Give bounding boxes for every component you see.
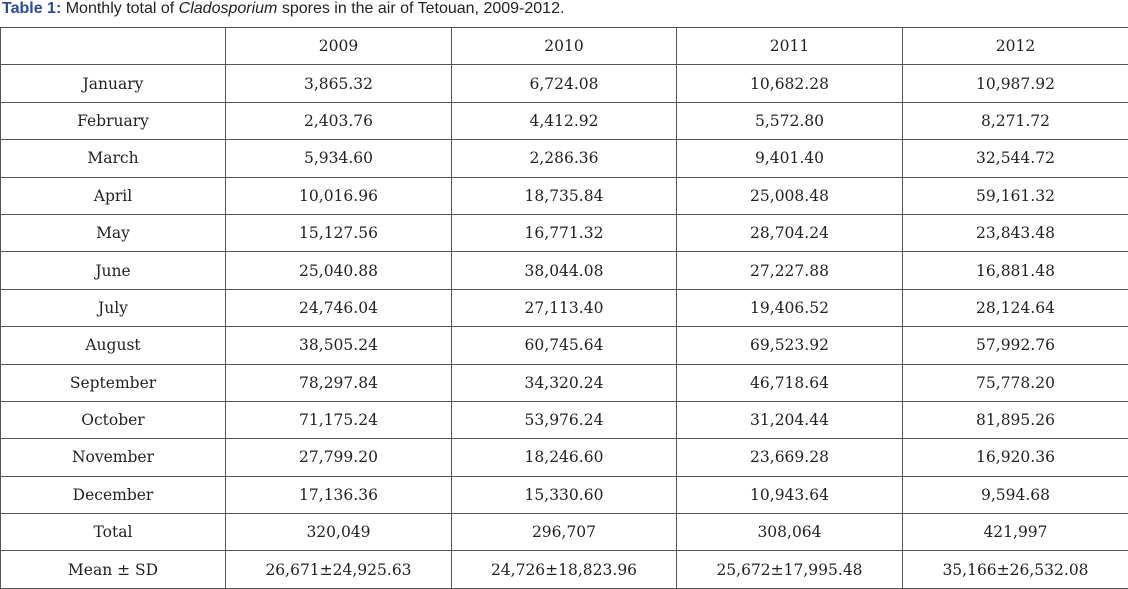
table-row <box>1 252 1128 289</box>
spore-table <box>0 27 1128 589</box>
value-cell: 10,987.92 <box>903 65 1128 102</box>
value-cell: 28,704.24 <box>677 214 903 251</box>
header-year-2011: 2011 <box>677 28 903 65</box>
caption-label: Table 1: <box>2 0 61 17</box>
value-cell: 81,895.26 <box>903 401 1128 438</box>
table-row <box>1 102 1128 139</box>
value-cell: 16,771.32 <box>452 214 677 251</box>
header-year-2010: 2010 <box>452 28 677 65</box>
table-row <box>1 439 1128 476</box>
value-cell: 16,881.48 <box>903 252 1128 289</box>
table-row <box>1 327 1128 364</box>
value-cell: 57,992.76 <box>903 327 1128 364</box>
value-cell: 27,227.88 <box>677 252 903 289</box>
value-cell: 32,544.72 <box>903 140 1128 177</box>
value-cell: 320,049 <box>226 514 452 551</box>
value-cell: 6,724.08 <box>452 65 677 102</box>
value-cell: 46,718.64 <box>677 364 903 401</box>
value-cell: 2,403.76 <box>226 102 452 139</box>
row-label-cell: Mean ± SD <box>1 551 226 588</box>
row-label-cell: September <box>1 364 226 401</box>
value-cell: 2,286.36 <box>452 140 677 177</box>
row-label-cell: November <box>1 439 226 476</box>
value-cell: 71,175.24 <box>226 401 452 438</box>
table-row <box>1 514 1128 551</box>
value-cell: 9,594.68 <box>903 476 1128 513</box>
value-cell: 26,671±24,925.63 <box>226 551 452 588</box>
table-row <box>1 401 1128 438</box>
caption-italic-genus: Cladosporium <box>179 0 278 17</box>
value-cell: 5,934.60 <box>226 140 452 177</box>
value-cell: 15,127.56 <box>226 214 452 251</box>
table-caption <box>2 0 564 20</box>
value-cell: 19,406.52 <box>677 289 903 326</box>
value-cell: 60,745.64 <box>452 327 677 364</box>
table-row <box>1 551 1128 588</box>
value-cell: 31,204.44 <box>677 401 903 438</box>
value-cell: 9,401.40 <box>677 140 903 177</box>
table-row <box>1 289 1128 326</box>
row-label-cell: Total <box>1 514 226 551</box>
value-cell: 10,016.96 <box>226 177 452 214</box>
value-cell: 78,297.84 <box>226 364 452 401</box>
value-cell: 69,523.92 <box>677 327 903 364</box>
value-cell: 53,976.24 <box>452 401 677 438</box>
table-row <box>1 214 1128 251</box>
value-cell: 28,124.64 <box>903 289 1128 326</box>
value-cell: 296,707 <box>452 514 677 551</box>
value-cell: 23,669.28 <box>677 439 903 476</box>
row-label-cell: May <box>1 214 226 251</box>
table-row <box>1 476 1128 513</box>
table-row <box>1 177 1128 214</box>
value-cell: 16,920.36 <box>903 439 1128 476</box>
value-cell: 25,040.88 <box>226 252 452 289</box>
value-cell: 34,320.24 <box>452 364 677 401</box>
value-cell: 421,997 <box>903 514 1128 551</box>
value-cell: 10,682.28 <box>677 65 903 102</box>
row-label-cell: April <box>1 177 226 214</box>
value-cell: 27,113.40 <box>452 289 677 326</box>
value-cell: 59,161.32 <box>903 177 1128 214</box>
caption-text-after: spores in the air of Tetouan, 2009-2012. <box>277 0 564 17</box>
row-label-cell: February <box>1 102 226 139</box>
value-cell: 15,330.60 <box>452 476 677 513</box>
value-cell: 4,412.92 <box>452 102 677 139</box>
value-cell: 24,726±18,823.96 <box>452 551 677 588</box>
table-row <box>1 364 1128 401</box>
row-label-cell: October <box>1 401 226 438</box>
value-cell: 25,672±17,995.48 <box>677 551 903 588</box>
value-cell: 10,943.64 <box>677 476 903 513</box>
header-year-2012: 2012 <box>903 28 1128 65</box>
value-cell: 38,044.08 <box>452 252 677 289</box>
row-label-cell: August <box>1 327 226 364</box>
value-cell: 35,166±26,532.08 <box>903 551 1128 588</box>
header-corner-cell <box>1 28 226 65</box>
row-label-cell: June <box>1 252 226 289</box>
value-cell: 25,008.48 <box>677 177 903 214</box>
value-cell: 75,778.20 <box>903 364 1128 401</box>
header-row <box>1 28 1128 65</box>
value-cell: 5,572.80 <box>677 102 903 139</box>
value-cell: 18,246.60 <box>452 439 677 476</box>
value-cell: 24,746.04 <box>226 289 452 326</box>
row-label-cell: July <box>1 289 226 326</box>
caption-text-before: Monthly total of <box>61 0 178 17</box>
row-label-cell: December <box>1 476 226 513</box>
value-cell: 27,799.20 <box>226 439 452 476</box>
value-cell: 17,136.36 <box>226 476 452 513</box>
row-label-cell: March <box>1 140 226 177</box>
row-label-cell: January <box>1 65 226 102</box>
table-row <box>1 140 1128 177</box>
value-cell: 308,064 <box>677 514 903 551</box>
table-body <box>1 65 1128 588</box>
header-year-2009: 2009 <box>226 28 452 65</box>
value-cell: 23,843.48 <box>903 214 1128 251</box>
value-cell: 38,505.24 <box>226 327 452 364</box>
value-cell: 8,271.72 <box>903 102 1128 139</box>
table-row <box>1 65 1128 102</box>
value-cell: 3,865.32 <box>226 65 452 102</box>
value-cell: 18,735.84 <box>452 177 677 214</box>
